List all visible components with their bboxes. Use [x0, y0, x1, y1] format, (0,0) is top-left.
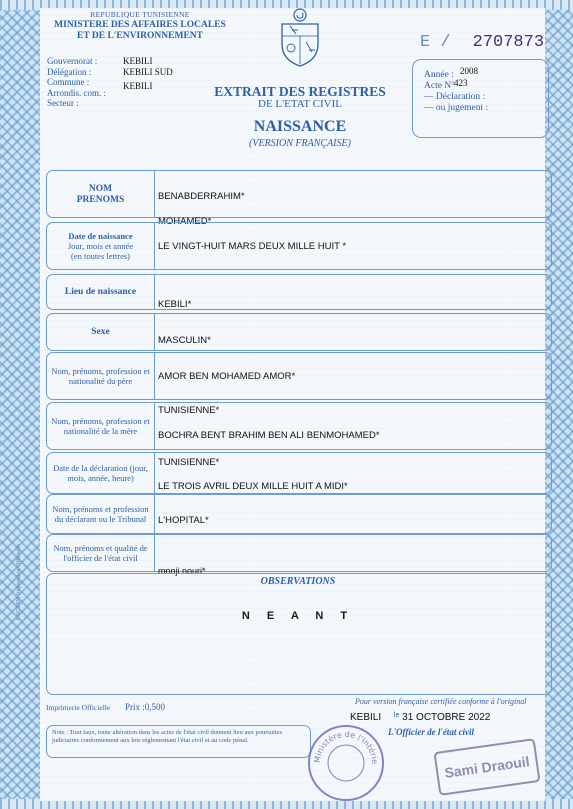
- row-sexe: [46, 313, 552, 351]
- observations-title: OBSERVATIONS: [260, 576, 336, 587]
- ministry-line-1: MINISTERE DES AFFAIRES LOCALES: [54, 20, 226, 30]
- sexe-value: MASCULIN*: [158, 335, 211, 346]
- observations-value: N E A N T: [241, 610, 355, 622]
- title-etat-civil: DE L'ETAT CIVIL: [258, 98, 342, 110]
- row-declarant: [46, 494, 552, 534]
- annee-label: Année :: [424, 70, 454, 80]
- row-pere: [46, 352, 552, 400]
- lieu-label: Lieu de naissance: [64, 287, 137, 297]
- date-declaration-label-cell: [47, 453, 155, 493]
- observations-box: [46, 573, 552, 695]
- sexe-label-cell: [47, 314, 155, 350]
- delegation-label: Délégation :: [47, 66, 92, 77]
- date-naissance-value: LE VINGT-HUIT MARS DEUX MILLE HUIT *: [158, 241, 347, 252]
- delegation-value: KEBILI SUD: [123, 66, 173, 77]
- commune-label: Commune :: [47, 77, 90, 87]
- row-nom: [46, 170, 552, 218]
- declarant-label: Nom, prénoms et profession du déclarant ou le Tribunal: [52, 504, 149, 524]
- reg-number-value: 2707873: [472, 33, 545, 52]
- round-stamp-icon: [310, 727, 382, 799]
- declaration-label: — Déclaration :: [424, 92, 486, 102]
- pere-label-cell: [47, 353, 155, 399]
- certification-text: Pour version française certifiée conforme à l'original: [355, 697, 527, 706]
- date-declaration-value: LE TROIS AVRIL DEUX MILLE HUIT A MIDI*: [158, 481, 348, 492]
- pere-label: Nom, prénoms, profession et nationalité du père: [51, 366, 150, 386]
- tunisia-emblem-icon: [276, 6, 324, 68]
- mere-label: Nom, prénoms, profession et nationalité de la mère: [51, 416, 150, 436]
- officier-label-cell: [47, 535, 155, 571]
- issue-le: le: [393, 712, 400, 719]
- title-version: (VERSION FRANÇAISE): [249, 138, 351, 149]
- mere-label-cell: [47, 403, 155, 449]
- gouvernorat-value: KEBILI: [123, 56, 153, 66]
- annee-value: 2008: [460, 66, 478, 76]
- acte-number-value: 423: [454, 78, 468, 88]
- price-label: Prix :0,500: [125, 702, 166, 712]
- pere-value: AMOR BEN MOHAMED AMOR*: [158, 371, 296, 382]
- legal-note: Note : Tout faux, toute altération dans les actes de l'état civil donnent lieu aux poursuites judiciaires conformement aux lois réglementant l'état civil et au code pénal.: [46, 725, 311, 758]
- admin-labels: [47, 56, 106, 109]
- acte-labels: [424, 70, 488, 114]
- nom-label: NOM: [88, 184, 113, 194]
- side-printer-text: CSC2000 Impression Officielle: [16, 544, 22, 620]
- reg-prefix: E /: [420, 33, 451, 52]
- title-extrait: EXTRAIT DES REGISTRES: [214, 84, 386, 99]
- officer-title: L'Officier de l'état civil: [388, 727, 475, 737]
- declarant-value: L'HOPITAL*: [158, 515, 209, 526]
- date-naissance-label-cell: [47, 223, 155, 269]
- pere-nationalite-value: TUNISIENNE*: [158, 405, 220, 416]
- sexe-label: Sexe: [91, 327, 110, 337]
- arrondissement-label: Arrondis. com. :: [47, 87, 106, 98]
- officier-label: Nom, prénoms et qualité de l'officier de l'état civil: [53, 543, 148, 563]
- republic-label: REPUBLIQUE TUNISIENNE: [90, 10, 190, 19]
- ministry-line-2: ET DE L'ENVIRONNEMENT: [77, 31, 203, 41]
- title-naissance: NAISSANCE: [253, 118, 347, 135]
- issue-city: KEBILI: [350, 712, 382, 723]
- ministry-label: [50, 20, 230, 42]
- prenoms-value: MOHAMED*: [158, 216, 212, 227]
- date-naissance-hint: (en toutes lettres): [70, 251, 130, 261]
- lieu-label-cell: [47, 275, 155, 309]
- declarant-label-cell: [47, 495, 155, 533]
- issue-date-value: 31 OCTOBRE 2022: [402, 712, 491, 723]
- svg-text:Ministère de l'Intérieur: [310, 727, 379, 764]
- secteur-label: Secteur :: [47, 98, 79, 108]
- commune-value: KEBILI: [123, 81, 153, 91]
- row-mere: [46, 402, 552, 450]
- guilloche-border-left: [0, 0, 44, 809]
- officier-value: monji nouri*: [158, 566, 206, 576]
- issue-date: [350, 712, 490, 723]
- registration-number: [420, 33, 544, 52]
- round-stamp: [308, 725, 384, 801]
- jugement-label: — ou jugement :: [424, 103, 489, 113]
- gouvernorat-label: Gouvernorat :: [47, 56, 98, 66]
- date-naissance-sublabel: Jour, mois et année: [67, 241, 134, 251]
- row-officier: [46, 534, 552, 572]
- row-lieu: [46, 274, 552, 310]
- acte-values: [454, 66, 478, 89]
- mere-value: BOCHRA BENT BRAHIM BEN ALI BENMOHAMED*: [158, 430, 380, 441]
- date-naissance-label: Date de naissance: [68, 231, 133, 241]
- signature-stamp: Sami Draouil: [433, 738, 540, 796]
- prenoms-label: PRENOMS: [76, 195, 125, 205]
- acte-number-label: Acte N°: [424, 81, 455, 91]
- date-declaration-label: Date de la déclaration (jour, mois, année, heure): [53, 463, 148, 483]
- nom-label-cell: [47, 171, 155, 217]
- nom-value: BENABDERRAHIM*: [158, 191, 245, 202]
- admin-values: [123, 56, 173, 92]
- round-stamp-text: Ministère de l'Intérie: [312, 729, 380, 765]
- lieu-value: KEBILI*: [158, 299, 192, 310]
- printer-label: Imprimerie Officielle: [46, 703, 111, 712]
- mere-nationalite-value: TUNISIENNE*: [158, 457, 220, 468]
